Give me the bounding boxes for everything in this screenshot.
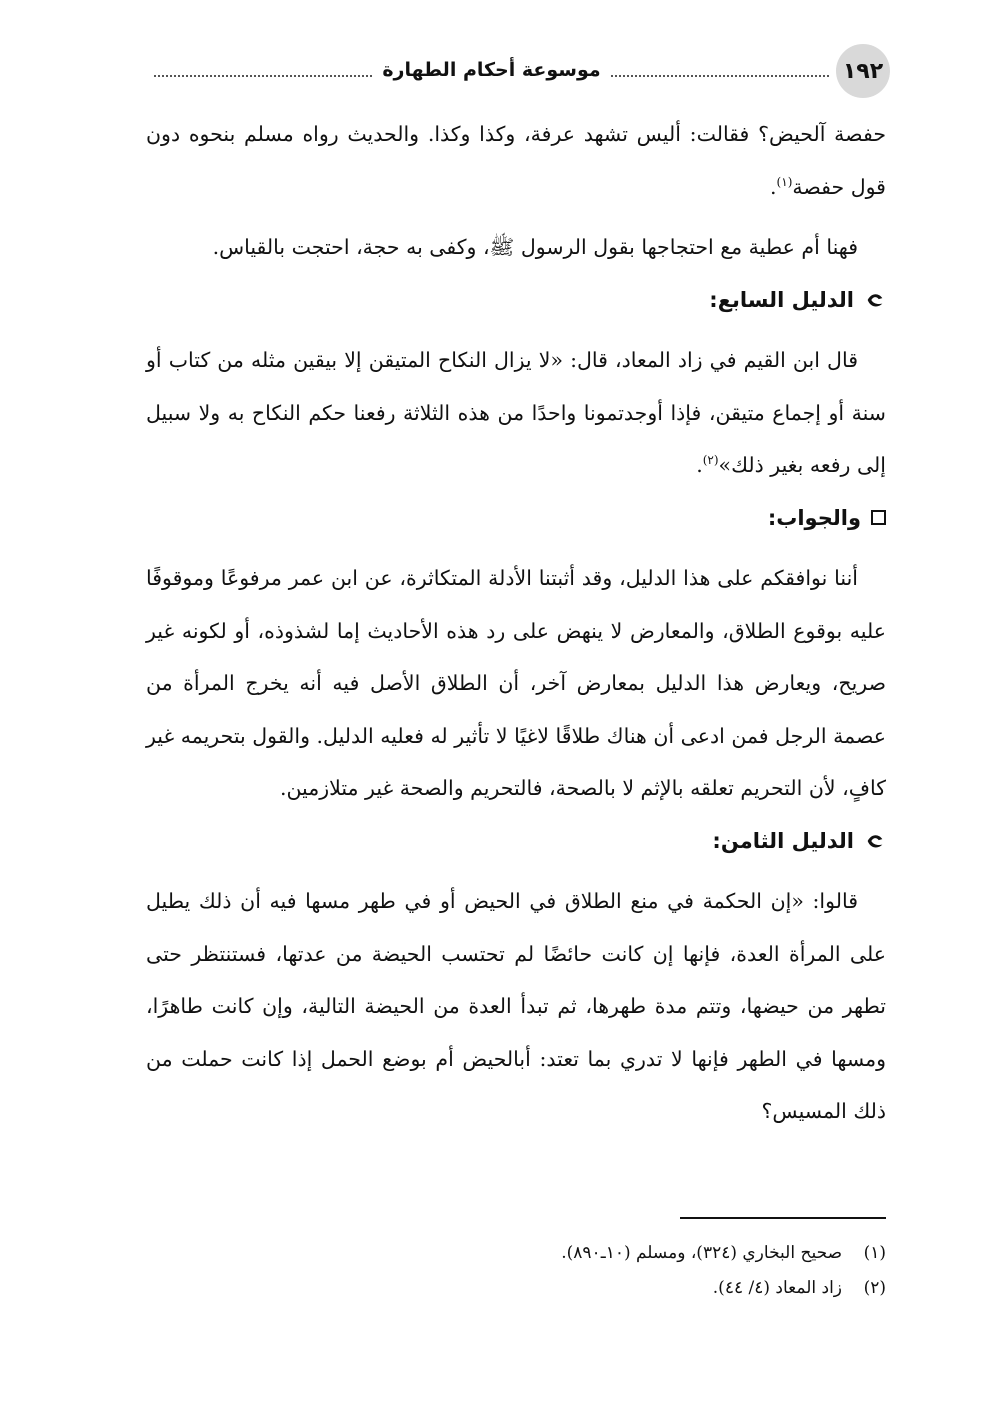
footnote-text: زاد المعاد (٤/ ٤٤). bbox=[712, 1278, 842, 1298]
paragraph-text: حفصة آلحيض؟ فقالت: أليس تشهد عرفة، وكذا وكذا. والحديث رواه مسلم بنحوه دون قول حفصة bbox=[146, 122, 886, 199]
running-title: موسوعة أحكام الطهارة bbox=[382, 59, 601, 81]
footnote-number: (١) bbox=[863, 1243, 886, 1263]
hand-pointer-icon bbox=[864, 289, 886, 311]
page-header bbox=[148, 42, 890, 104]
footnote-text: صحيح البخاري (٣٢٤)، ومسلم (١٠ـ٨٩٠). bbox=[561, 1243, 842, 1263]
footnote-number: (٢) bbox=[863, 1278, 886, 1298]
page-body bbox=[146, 108, 886, 1138]
hand-pointer-icon bbox=[864, 830, 886, 852]
page-number: ١٩٢ bbox=[836, 44, 890, 98]
paragraph: أننا نوافقكم على هذا الدليل، وقد أثبتنا الأدلة المتكاثرة، عن ابن عمر مرفوعًا وموقوفًا عليه بوقوع الطلاق، والمعارض لا ينهض على رد هذه الأحاديث إما لشذوذه، أو لكونه غير صريح، ويعارض هذا الدليل بمعارض آخر، أن الطلاق الأصل فيه أنه يخرج المرأة من عصمة الرجل فمن ادعى أن هناك طلاقًا لاغيًا لا تأثير له فعليه الدليل. والقول بتحريمه غير كافٍ، لأن التحريم تعلقه بالإثم لا بالصحة، فالتحريم والصحة غير متلازمين. bbox=[146, 566, 886, 800]
section-heading-text: والجواب: bbox=[767, 505, 861, 530]
footnote-separator bbox=[680, 1217, 886, 1219]
running-title-bar bbox=[148, 42, 835, 98]
paragraph-text: قال ابن القيم في زاد المعاد، قال: «لا يزال النكاح المتيقن إلا بيقين مثله من كتاب أو سنة أو إجماع متيقن، فإذا أوجدتمونا واحدًا من هذه الثلاثة رفعنا حكم النكاح به ولا سبيل إلى رفعه بغير ذلك» bbox=[146, 348, 886, 477]
footnote bbox=[146, 1236, 886, 1271]
header-dots-left bbox=[154, 75, 372, 77]
paragraph bbox=[146, 108, 886, 213]
paragraph-end: . bbox=[696, 453, 703, 477]
paragraph: فهنا أم عطية مع احتجاجها بقول الرسول ﷺ، وكفى به حجة، احتجت بالقياس. bbox=[212, 235, 858, 259]
footnotes bbox=[146, 1236, 886, 1306]
section-heading-text: الدليل السابع: bbox=[709, 287, 854, 312]
section-heading bbox=[146, 274, 886, 327]
square-bullet-icon bbox=[871, 510, 886, 525]
paragraph: قالوا: «إن الحكمة في منع الطلاق في الحيض أو في طهر مسها فيه أن ذلك يطيل على المرأة العدة، فإنها إن كانت حائضًا لم تحتسب الحيضة من عدتها، فستنتظر حتى تطهر من حيضها، وتتم مدة طهرها، ثم تبدأ العدة من الحيضة التالية، وإن كانت طاهرًا، ومسها في الطهر فإنها لا تدري بما تعتد: أبالحيض أم بوضع الحمل إذا كانت حملت من ذلك المسيس؟ bbox=[146, 889, 886, 1123]
footnote bbox=[146, 1271, 886, 1306]
header-dots-right bbox=[611, 75, 829, 77]
footnote-ref: (١) bbox=[776, 174, 793, 189]
paragraph-end: . bbox=[770, 174, 777, 199]
section-heading bbox=[146, 492, 886, 545]
section-heading bbox=[146, 815, 886, 868]
paragraph bbox=[146, 334, 886, 492]
section-heading-text: الدليل الثامن: bbox=[712, 828, 854, 853]
footnote-ref: (٢) bbox=[702, 453, 719, 468]
